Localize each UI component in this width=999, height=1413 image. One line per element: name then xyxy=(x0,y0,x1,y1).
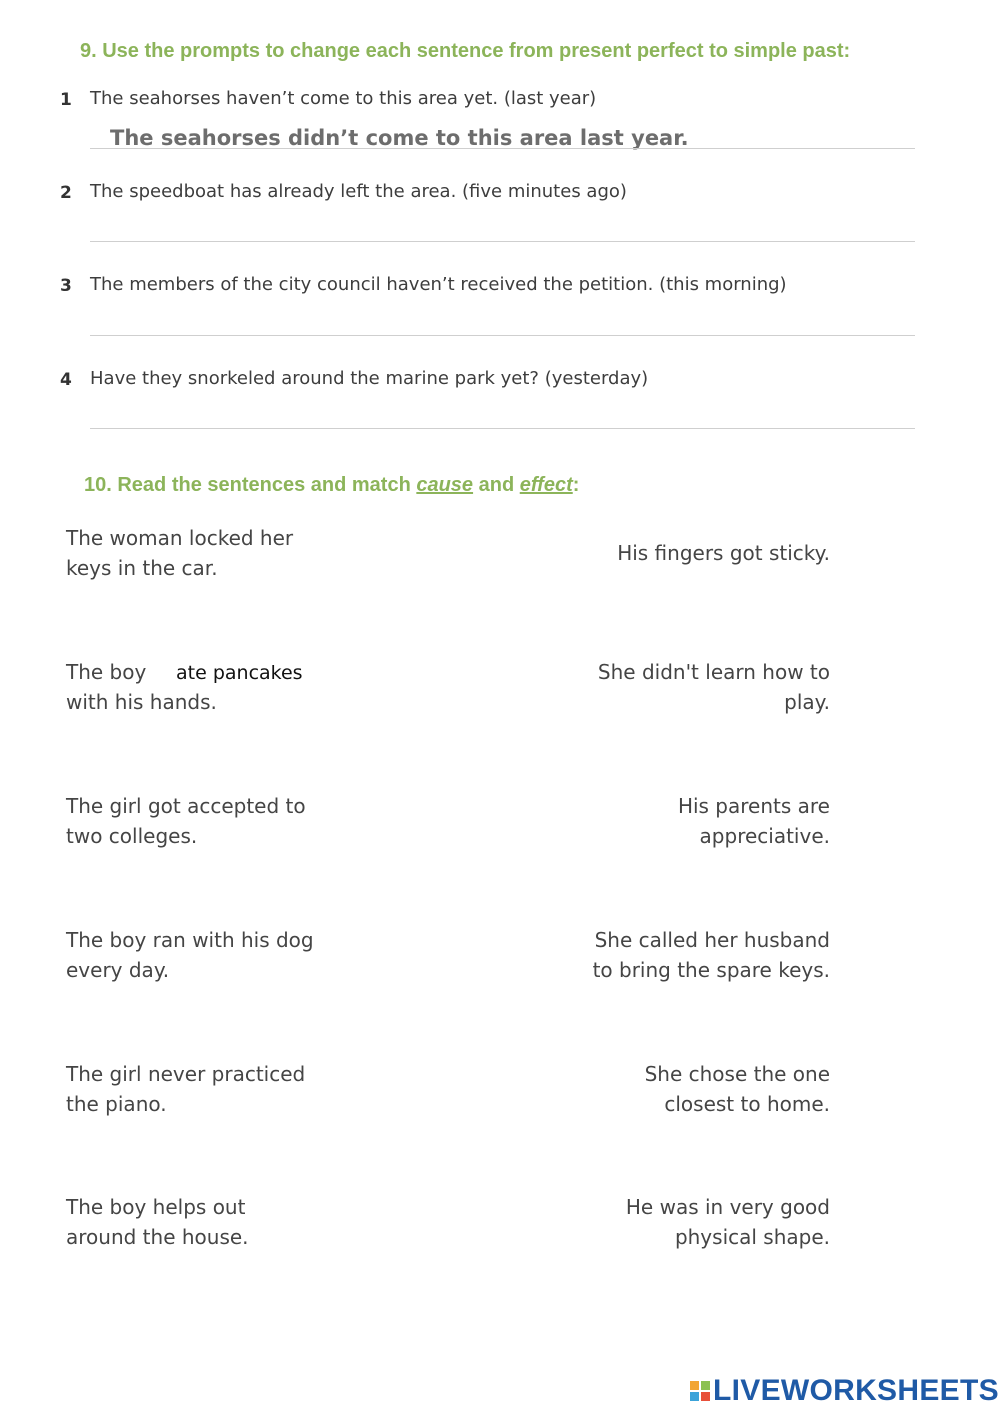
logo-square-2 xyxy=(701,1381,710,1390)
logo-text: LIVEWORKSHEETS xyxy=(713,1374,999,1407)
logo-square-3 xyxy=(690,1392,699,1401)
effect-4 xyxy=(593,925,830,985)
exercise-10-heading-suffix: : xyxy=(572,474,580,496)
cause-6-line-1: The boy helps out xyxy=(66,1195,246,1219)
cause-5-line-2: the piano. xyxy=(66,1092,167,1116)
question-2-number: 2 xyxy=(60,183,72,203)
question-4-answer-line xyxy=(90,428,915,429)
cause-3-line-1: The girl got accepted to xyxy=(66,794,306,818)
question-3-text: The members of the city council haven’t received the petition. (this morning) xyxy=(90,274,787,295)
effect-1-line-1: His fingers got sticky. xyxy=(617,541,830,565)
cause-2-line-2: with his hands. xyxy=(66,690,217,714)
cause-6 xyxy=(66,1192,249,1252)
cause-1 xyxy=(66,523,293,583)
cause-5-line-1: The girl never practiced xyxy=(66,1062,306,1086)
effect-5-line-1: She chose the one xyxy=(644,1062,830,1086)
liveworksheets-logo-icon xyxy=(690,1381,710,1401)
question-3-answer-line xyxy=(90,335,915,336)
exercise-10-heading-and: and xyxy=(473,474,520,496)
effect-2-line-1: She didn't learn how to xyxy=(597,660,830,684)
effect-3 xyxy=(678,791,830,851)
question-4-number: 4 xyxy=(60,370,72,390)
effect-3-line-2: appreciative. xyxy=(699,824,830,848)
cause-keyword: cause xyxy=(416,474,474,496)
question-2-answer-input[interactable] xyxy=(110,210,900,240)
effect-1 xyxy=(617,538,830,568)
cause-1-line-2: keys in the car. xyxy=(66,556,218,580)
liveworksheets-logo xyxy=(690,1376,999,1406)
question-3-number: 3 xyxy=(60,276,72,296)
cause-4-line-2: every day. xyxy=(66,958,170,982)
cause-3-line-2: two colleges. xyxy=(66,824,198,848)
logo-square-1 xyxy=(690,1381,699,1390)
effect-2 xyxy=(598,657,830,717)
exercise-10-heading-prefix: 10. Read the sentences and match xyxy=(84,474,417,496)
effect-4-line-1: She called her husband xyxy=(594,928,830,952)
question-3-answer-input[interactable] xyxy=(110,303,900,333)
effect-3-line-1: His parents are xyxy=(677,794,830,818)
question-2-answer-line xyxy=(90,241,915,242)
effect-5-line-2: closest to home. xyxy=(664,1092,830,1116)
logo-square-4 xyxy=(701,1392,710,1401)
effect-5 xyxy=(645,1059,830,1119)
cause-6-line-2: around the house. xyxy=(66,1225,249,1249)
effect-keyword: effect xyxy=(519,474,573,496)
effect-4-line-2: to bring the spare keys. xyxy=(592,958,830,982)
question-4-answer-input[interactable] xyxy=(110,397,900,427)
cause-3 xyxy=(66,791,306,851)
cause-4 xyxy=(66,925,314,985)
cause-2-fill-input[interactable] xyxy=(170,660,362,686)
exercise-9-heading: 9. Use the prompts to change each sentence from present perfect to simple past: xyxy=(80,40,851,62)
effect-6-line-2: physical shape. xyxy=(674,1225,830,1249)
question-4-text: Have they snorkeled around the marine park yet? (yesterday) xyxy=(90,368,649,389)
cause-1-line-1: The woman locked her xyxy=(66,526,294,550)
question-1-number: 1 xyxy=(60,90,72,110)
cause-5 xyxy=(66,1059,305,1119)
effect-2-line-2: play. xyxy=(784,690,830,714)
cause-4-line-1: The boy ran with his dog xyxy=(66,928,314,952)
question-1-answer-line xyxy=(90,148,915,149)
cause-2-line-1: The boy xyxy=(66,660,147,684)
effect-6-line-1: He was in very good xyxy=(625,1195,830,1219)
exercise-10-heading xyxy=(84,474,579,497)
effect-6 xyxy=(626,1192,830,1252)
question-2-text: The speedboat has already left the area. (five minutes ago) xyxy=(90,181,627,202)
question-1-text: The seahorses haven’t come to this area yet. (last year) xyxy=(90,88,597,109)
